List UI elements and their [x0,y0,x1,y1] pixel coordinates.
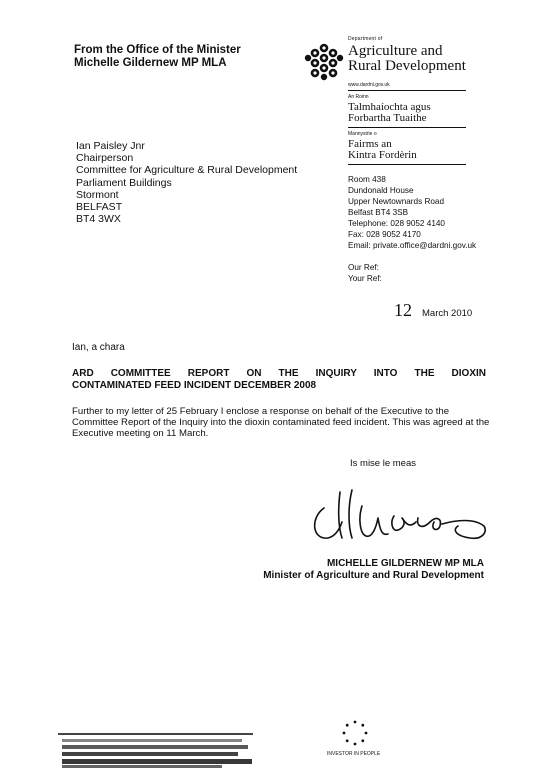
investor-in-people-logo-icon [342,720,368,746]
address-line: BELFAST [76,201,123,214]
contact-line: Dundonald House [348,186,414,195]
address-line: Parliament Buildings [76,176,172,189]
date-month-year: March 2010 [422,308,473,319]
department-name [348,44,466,74]
references [348,262,382,284]
your-ref: Your Ref: [348,274,382,283]
department-name-line-1: Agriculture and [348,43,443,59]
address-line: Ian Paisley Jnr [76,140,145,152]
signatory-name: MICHELLE GILDERNEW MP MLA [326,558,484,569]
sender-line-1: From the Office of the Minister [74,44,241,56]
contact-line: Telephone: 028 9052 4140 [348,219,445,228]
divider [348,90,466,91]
ulster-scots-line-1: Fairms an [348,138,392,150]
address-line: Stormont [76,188,119,201]
contact-line: Room 438 [348,175,386,184]
closing: Is mise le meas [350,458,416,469]
irish-name [348,102,431,124]
address-line: BT4 3WX [76,213,121,226]
dard-logo-icon [304,41,344,81]
department-website: www.dardni.gov.uk [348,82,390,88]
contact-details [348,174,476,251]
date-day: 12 [394,300,412,320]
body-paragraph: Further to my letter of 25 February I enclose a response on behalf of the Executive to the Committee Report of the Inquiry into the dioxin contaminated feed incident. This was agreed at the Executive meeting on 11 March. [72,406,490,439]
address-line: Chairperson [76,152,134,165]
signatory-block [236,558,484,581]
contact-line: Upper Newtownards Road [348,197,445,206]
letter-date [394,300,472,321]
divider [348,127,466,128]
irish-line-1: Talmhaíochta agus [348,101,431,113]
greeting: Ian, a chara [72,342,125,353]
address-line: Committee for Agriculture & Rural Development [76,164,298,177]
recipient-address [76,140,297,225]
signatory-title: Minister of Agriculture and Rural Development [263,569,484,581]
subject-line-2: CONTAMINATED FEED INCIDENT DECEMBER 2008 [72,379,317,391]
irish-label: An Roinn [348,94,369,100]
footer-print-strip-icon [58,733,253,769]
contact-line: Belfast BT4 3SB [348,208,409,217]
contact-line: Fax: 028 9052 4170 [348,230,421,239]
our-ref: Our Ref: [348,263,379,272]
ulster-scots-line-2: Kintra Fordèrin [348,149,417,161]
contact-line: Email: private.office@dardni.gov.uk [348,241,477,250]
sender-block [74,44,241,70]
investor-in-people-caption: INVESTOR IN PEOPLE [327,751,381,757]
divider [348,164,466,165]
sender-line-2: Michelle Gildernew MP MLA [74,57,227,69]
department-small-label: Department of [348,36,383,42]
signature-icon [306,478,496,550]
ulster-scots-name [348,139,417,161]
subject-line-1: ARD COMMITTEE REPORT ON THE INQUIRY INTO THE DIOXIN [72,368,486,379]
ulster-scots-label: Mannystrie o [348,131,377,137]
irish-line-2: Forbartha Tuaithe [348,112,427,124]
department-name-line-2: Rural Development [348,58,466,74]
